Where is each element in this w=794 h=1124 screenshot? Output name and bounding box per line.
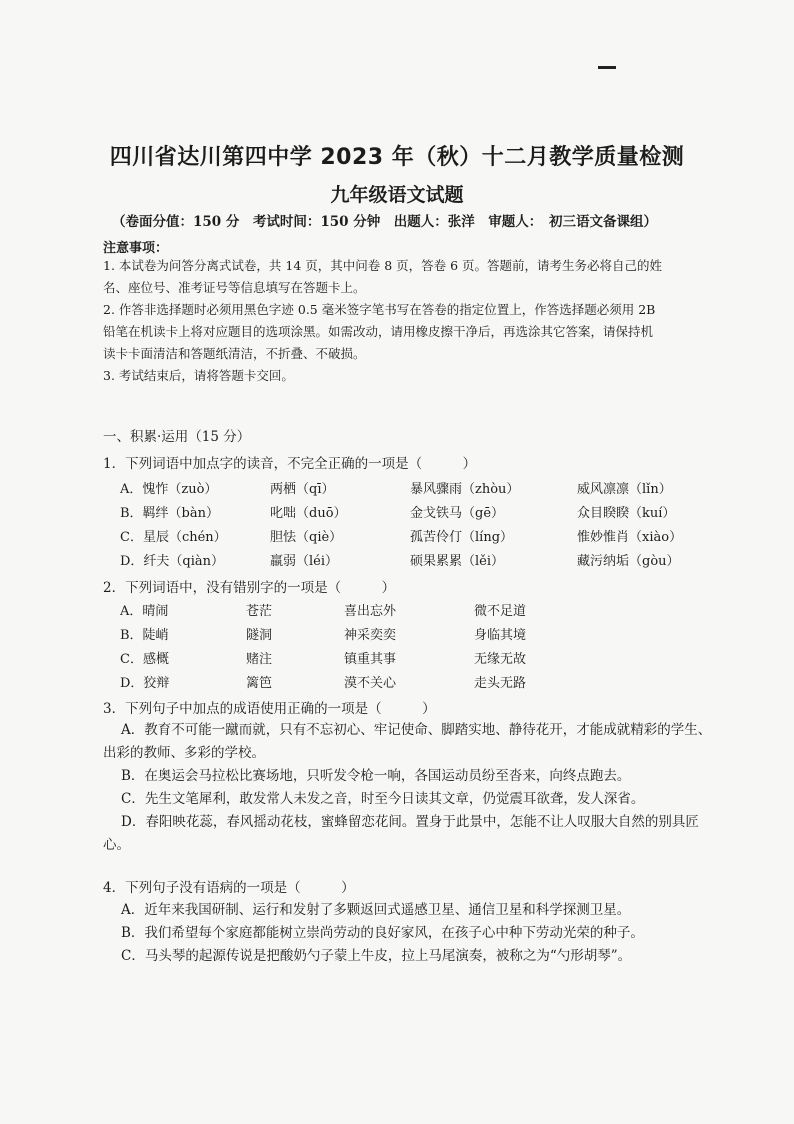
q4-option-line: A．近年来我国研制、运行和发射了多颗返回式遥感卫星、通信卫星和科学探测卫星。 [121, 902, 631, 918]
q2-option-cell: 无缘无故 [474, 652, 527, 667]
q1-option-cell: 胆怯（qiè） [270, 530, 343, 545]
notice-line: 名、座位号、准考证号等信息填写在答题卡上。 [103, 280, 366, 295]
q1-option-cell: 金戈铁马（gē） [410, 506, 505, 521]
q2-option-cell: 身临其境 [474, 628, 527, 643]
q2-option-cell: 神采奕奕 [344, 628, 397, 643]
q1-option-cell: 众目睽睽（kuí） [577, 506, 676, 521]
exam-subtitle: 九年级语文试题 [330, 184, 464, 206]
notice-list [103, 255, 743, 387]
q2-option-cell: 隧洞 [246, 628, 273, 643]
scan-mark [598, 66, 616, 69]
q1-option-cell: 硕果累累（lěi） [410, 554, 505, 569]
q1-option-cell: 暴风骤雨（zhòu） [410, 482, 520, 497]
q2-option-cell: 赌注 [246, 652, 273, 667]
q3-option-line: 出彩的教师、多彩的学校。 [103, 745, 265, 761]
q3-option-line: C．先生文笔犀利，敢发常人未发之音，时至今日读其文章，仍觉震耳欲聋，发人深省。 [121, 791, 645, 807]
q2-option-cell: 微不足道 [474, 604, 527, 619]
q3-option-line: A．教育不可能一蹴而就，只有不忘初心、牢记使命、脚踏实地、静待花开，才能成就精彩的学生、 [121, 722, 712, 738]
q2-option-cell: 走头无路 [474, 676, 527, 691]
q2-option-cell: 喜出忘外 [344, 604, 397, 619]
notice-line: 读卡卡面清洁和答题纸清洁，不折叠、不破损。 [103, 346, 366, 361]
q1-option-cell: 藏污纳垢（gòu） [577, 554, 680, 569]
question-4-stem: 4．下列句子没有语病的一项是（ ） [103, 880, 355, 896]
q2-option-cell: C．感概 [120, 652, 169, 667]
q1-option-cell: 孤苦伶仃（líng） [410, 530, 514, 545]
question-3-stem: 3．下列句子中加点的成语使用正确的一项是（ ） [103, 701, 436, 717]
section-heading: 一、积累·运用（15 分） [103, 429, 251, 445]
q2-option-cell: 镇重其事 [344, 652, 397, 667]
q1-option-cell: 羸弱（léi） [270, 554, 339, 569]
notice-line: 铅笔在机读卡上将对应题目的选项涂黑。如需改动，请用橡皮擦干净后，再选涂其它答案，请保持机 [103, 324, 654, 339]
q4-option-line: B．我们希望每个家庭都能树立崇尚劳动的良好家风，在孩子心中种下劳动光荣的种子。 [121, 925, 644, 941]
q1-option-cell: D．纤夫（qiàn） [120, 554, 225, 569]
q3-option-line: 心。 [103, 837, 130, 853]
q3-options [103, 719, 743, 857]
q1-option-cell: 叱咄（duō） [270, 506, 347, 521]
exam-info: （卷面分值：150 分 考试时间：150 分钟 出题人：张洋 审题人： 初三语文备课组） [112, 214, 658, 230]
q2-option-cell: D．狡辩 [120, 676, 170, 691]
notice-line: 1. 本试卷为问答分离式试卷，共 14 页，其中问卷 8 页，答卷 6 页。答题前，请考生务必将自己的姓 [103, 258, 663, 273]
q2-option-cell: A．晴闹 [120, 604, 169, 619]
q2-option-cell: 苍茫 [246, 604, 273, 619]
notice-line: 2. 作答非选择题时必须用黑色字迹 0.5 毫米签字笔书写在答卷的指定位置上，作答选择题必须用 2B [103, 302, 656, 317]
q1-option-cell: 惟妙惟肖（xiào） [577, 530, 683, 545]
notice-heading: 注意事项： [103, 241, 169, 256]
q1-option-cell: A．愧怍（zuò） [120, 482, 218, 497]
q3-option-line: B．在奥运会马拉松比赛场地，只听发令枪一响，各国运动员纷至沓来，向终点跑去。 [121, 768, 631, 784]
notice-line: 3. 考试结束后，请将答题卡交回。 [103, 368, 294, 383]
q1-option-cell: B．羁绊（bàn） [120, 506, 219, 521]
q1-option-cell: 两栖（qī） [270, 482, 335, 497]
q2-option-cell: 漠不关心 [344, 676, 397, 691]
q4-options [103, 899, 743, 968]
q1-option-cell: C．星辰（chén） [120, 530, 227, 545]
q1-option-cell: 威风凛凛（lǐn） [577, 482, 672, 497]
q2-option-cell: 篱笆 [246, 676, 273, 691]
exam-title: 四川省达川第四中学 2023 年（秋）十二月教学质量检测 [109, 145, 685, 170]
q2-option-cell: B．陡峭 [120, 628, 169, 643]
q3-option-line: D．春阳映花蕊，春风摇动花枝，蜜蜂留恋花间。置身于此景中，怎能不让人叹服大自然的别具匠 [121, 814, 699, 830]
question-2-stem: 2．下列词语中，没有错别字的一项是（ ） [103, 580, 396, 596]
q4-option-line: C．马头琴的起源传说是把酸奶勺子蒙上牛皮，拉上马尾演奏，被称之为“勺形胡琴”。 [121, 948, 632, 964]
question-1-stem: 1．下列词语中加点字的读音，不完全正确的一项是（ ） [103, 456, 477, 472]
